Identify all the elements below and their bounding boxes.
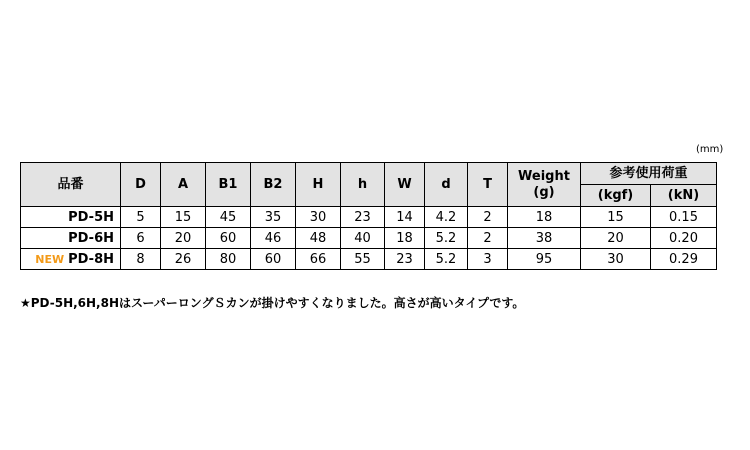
cell-kn: 0.29 xyxy=(651,249,717,270)
model-code: PD-6H xyxy=(68,230,114,246)
header-W: W xyxy=(385,163,425,207)
cell-B1: 80 xyxy=(206,249,251,270)
cell-d: 4.2 xyxy=(425,207,468,228)
cell-H: 66 xyxy=(296,249,341,270)
cell-W: 23 xyxy=(385,249,425,270)
model-cell xyxy=(21,249,121,270)
product-note: ★PD-5H,6H,8HはスーパーロングＳカンが掛けやすくなりました。高さが高いタイプです。 xyxy=(20,296,525,310)
cell-h: 40 xyxy=(341,228,385,249)
header-kgf: (kgf) xyxy=(581,185,651,207)
cell-A: 26 xyxy=(161,249,206,270)
header-H: H xyxy=(296,163,341,207)
cell-H: 30 xyxy=(296,207,341,228)
header-d: d xyxy=(425,163,468,207)
cell-d: 5.2 xyxy=(425,228,468,249)
cell-weight: 18 xyxy=(508,207,581,228)
cell-weight: 95 xyxy=(508,249,581,270)
cell-W: 18 xyxy=(385,228,425,249)
header-A: A xyxy=(161,163,206,207)
header-kn: (kN) xyxy=(651,185,717,207)
cell-B2: 35 xyxy=(251,207,296,228)
cell-kn: 0.15 xyxy=(651,207,717,228)
cell-T: 3 xyxy=(468,249,508,270)
cell-B1: 60 xyxy=(206,228,251,249)
header-weight xyxy=(508,163,581,207)
cell-kgf: 20 xyxy=(581,228,651,249)
cell-B1: 45 xyxy=(206,207,251,228)
header-T: T xyxy=(468,163,508,207)
table-row xyxy=(21,207,717,228)
cell-kgf: 15 xyxy=(581,207,651,228)
cell-A: 20 xyxy=(161,228,206,249)
model-code: PD-8H xyxy=(68,251,114,267)
header-row xyxy=(21,163,717,185)
cell-T: 2 xyxy=(468,207,508,228)
spec-table xyxy=(20,162,717,270)
header-B1: B1 xyxy=(206,163,251,207)
header-B2: B2 xyxy=(251,163,296,207)
cell-h: 55 xyxy=(341,249,385,270)
table-row xyxy=(21,249,717,270)
cell-h: 23 xyxy=(341,207,385,228)
cell-weight: 38 xyxy=(508,228,581,249)
cell-D: 6 xyxy=(121,228,161,249)
cell-kn: 0.20 xyxy=(651,228,717,249)
header-model: 品番 xyxy=(21,163,121,207)
unit-label: (mm) xyxy=(696,144,724,155)
cell-B2: 60 xyxy=(251,249,296,270)
cell-T: 2 xyxy=(468,228,508,249)
header-load-group: 参考使用荷重 xyxy=(581,163,717,185)
header-weight-unit: (g) xyxy=(533,185,555,200)
cell-H: 48 xyxy=(296,228,341,249)
header-h: h xyxy=(341,163,385,207)
cell-d: 5.2 xyxy=(425,249,468,270)
header-D: D xyxy=(121,163,161,207)
cell-D: 5 xyxy=(121,207,161,228)
table-row xyxy=(21,228,717,249)
cell-kgf: 30 xyxy=(581,249,651,270)
new-badge: NEW xyxy=(35,252,65,266)
model-cell xyxy=(21,207,121,228)
cell-D: 8 xyxy=(121,249,161,270)
header-weight-label: Weight xyxy=(518,169,570,184)
model-code: PD-5H xyxy=(68,209,114,225)
model-cell xyxy=(21,228,121,249)
cell-A: 15 xyxy=(161,207,206,228)
cell-B2: 46 xyxy=(251,228,296,249)
cell-W: 14 xyxy=(385,207,425,228)
